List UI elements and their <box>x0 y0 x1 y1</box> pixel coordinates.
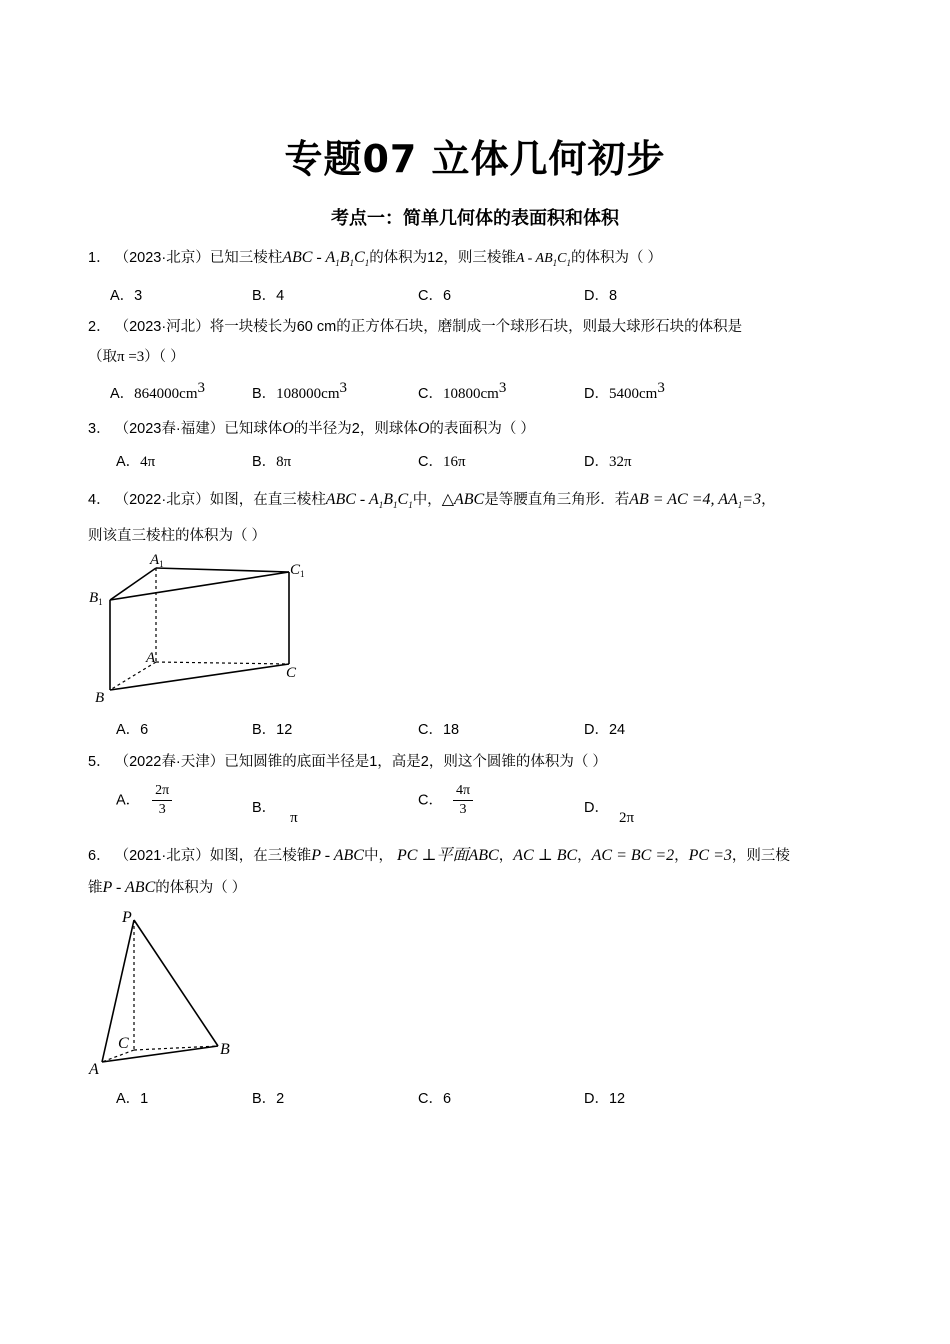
vertex-b1-label: $B_1$ <box>89 590 103 607</box>
question-2 <box>88 315 742 336</box>
question-number: 1． <box>88 250 111 266</box>
vertex-c1-label: $C_1$ <box>290 562 305 579</box>
option-c[interactable]: C．$10800cm^3$ <box>418 380 507 402</box>
option-c[interactable]: C．16π <box>418 454 466 470</box>
option-a[interactable]: A． $\frac{2\pi}{3}$ <box>116 782 172 819</box>
option-b[interactable]: B．4 <box>252 288 285 304</box>
option-b[interactable]: B．8π <box>252 454 292 470</box>
option-a[interactable]: A．6 <box>116 722 149 738</box>
question-3: 3． （2023春·福建）已知球体O的半径为2，则球体O的表面积为（ ） <box>88 420 535 437</box>
question-number: 6． <box>88 848 111 864</box>
option-b[interactable]: B．2 <box>252 1091 285 1107</box>
question-4-line2: 则该直三棱柱的体积为（ ） <box>88 528 267 544</box>
question-source: （2023·河北） <box>114 319 210 335</box>
option-a[interactable]: A．1 <box>116 1091 149 1107</box>
question-source: （2022春·天津） <box>114 754 225 770</box>
question-text: 的体积为12，则三棱锥 <box>369 250 516 266</box>
question-number: 5． <box>88 754 111 770</box>
vertex-a1-label: $A_1$ <box>150 552 164 569</box>
question-number: 4． <box>88 492 111 508</box>
vertex-c-label: C <box>286 665 297 681</box>
triangular-pyramid-figure <box>86 904 246 1080</box>
option-b[interactable]: B．12 <box>252 722 293 738</box>
formula: ABC - $A_1B_1C_1$ <box>325 491 413 511</box>
formula: A - $AB_1C_1$ <box>515 251 571 268</box>
question-number: 3． <box>88 421 111 437</box>
question-source: （2023春·福建） <box>114 421 225 437</box>
option-b[interactable]: B．$108000cm^3$ <box>252 380 347 402</box>
question-text: 已知三棱柱 <box>209 250 283 266</box>
triangular-prism-figure <box>86 552 326 710</box>
option-a[interactable]: A．$864000cm^3$ <box>110 380 205 402</box>
question-6-line2: 锥P - ABC的体积为（ ） <box>88 879 247 896</box>
question-source: （2023·北京） <box>114 250 210 266</box>
question-text: 的体积为（ ） <box>570 250 663 266</box>
question-5: 5． （2022春·天津）已知圆锥的底面半径是1，高是2，则这个圆锥的体积为（ ） <box>88 754 607 770</box>
vertex-c-label: C <box>118 1035 129 1052</box>
option-c[interactable]: C．6 <box>418 288 452 304</box>
question-number: 2． <box>88 319 111 335</box>
page-title: 专题07 立体几何初步 <box>284 137 666 181</box>
question-4: 4． （2022·北京）如图，在直三棱柱ABC - $A_1B_1C_1$中，△ABC是等腰直角三角形．若AB = AC =4, $AA_1=3$， <box>88 491 776 511</box>
question-1 <box>88 246 662 268</box>
vertex-p-label: P <box>122 909 132 926</box>
vertex-b-label: B <box>95 690 105 706</box>
option-d[interactable]: D．12 <box>584 1091 626 1107</box>
option-c[interactable]: C． $\frac{4\pi}{3}$ <box>418 782 473 819</box>
question-2-line2: （取π =3）（ ） <box>88 349 185 365</box>
option-d[interactable]: D．$5400cm^3$ <box>584 380 665 402</box>
option-d[interactable]: D．2π <box>584 800 635 826</box>
option-b[interactable]: B．π <box>252 800 298 826</box>
section-heading: 考点一：简单几何体的表面积和体积 <box>331 208 619 229</box>
option-a[interactable]: A．4π <box>116 454 156 470</box>
vertex-b-label: B <box>220 1041 230 1058</box>
option-d[interactable]: D．32π <box>584 454 632 470</box>
option-d[interactable]: D．8 <box>584 288 618 304</box>
option-d[interactable]: D．24 <box>584 722 626 738</box>
formula: AB = AC =4, $AA_1=3$ <box>629 491 762 511</box>
option-a[interactable]: A．3 <box>110 288 143 304</box>
vertex-a-label: A <box>146 650 156 666</box>
vertex-a-label: A <box>89 1061 99 1078</box>
option-c[interactable]: C．18 <box>418 722 460 738</box>
option-c[interactable]: C．6 <box>418 1091 452 1107</box>
question-text: 将一块棱长为60 cm的正方体石块，磨制成一个球形石块，则最大球形石块的体积是 <box>209 319 743 335</box>
question-source: （2022·北京） <box>114 492 210 508</box>
question-6: 6． （2021·北京）如图，在三棱锥P - ABC中， PC ⊥平面ABC，AC ⊥ BC，AC = BC =2，PC =3，则三棱 <box>88 847 790 864</box>
formula: π =3 <box>117 349 145 365</box>
formula: ABC - $A_1B_1C_1$ <box>282 249 370 269</box>
question-source: （2021·北京） <box>114 848 210 864</box>
